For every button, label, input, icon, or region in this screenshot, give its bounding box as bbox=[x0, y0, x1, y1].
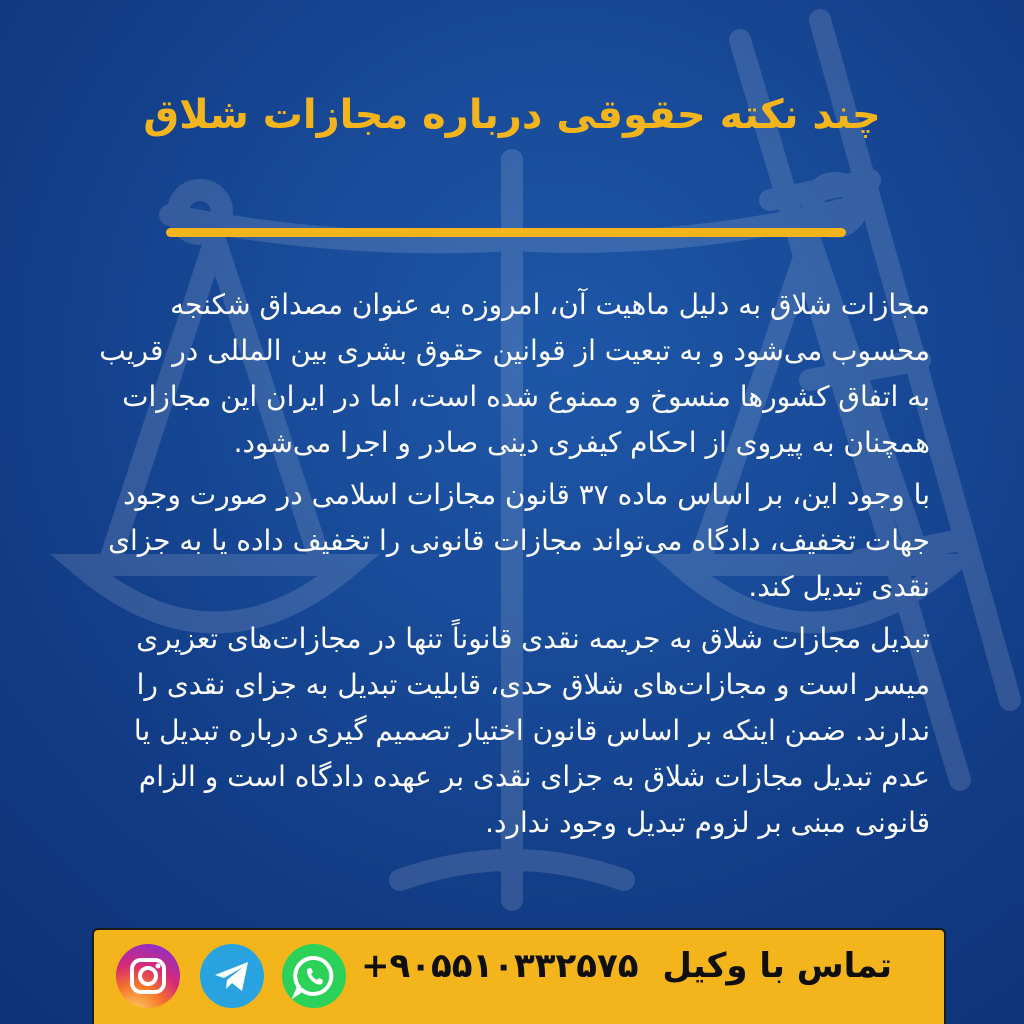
contact-bar bbox=[92, 928, 946, 1024]
page-title: چند نکته حقوقی درباره مجازات شلاق bbox=[143, 92, 881, 138]
paragraph: تبدیل مجازات شلاق به جریمه نقدی قانوناً تنها در مجازات‌های تعزیری میسر است و مجازات‌های شلاق حدی، قابلیت تبدیل به جزای نقدی را ندارند. ضمن اینکه بر اساس قانون اختیار تصمیم گیری درباره تبدیل یا عدم تبدیل مجازات شلاق به جزای نقدی بر عهده دادگاه است و الزام قانونی مبنی بر لزوم تبدیل وجود ندارد. bbox=[133, 622, 930, 839]
instagram-icon[interactable] bbox=[116, 944, 180, 1008]
whatsapp-icon[interactable] bbox=[282, 944, 346, 1008]
title-divider bbox=[166, 228, 846, 237]
telegram-icon[interactable] bbox=[200, 944, 264, 1008]
contact-label: تماس با وکیل bbox=[662, 946, 892, 986]
paragraph: با وجود این، بر اساس ماده ۳۷ قانون مجازات اسلامی در صورت وجود جهات تخفیف، دادگاه می‌تواند مجازات قانونی را تخفیف داده یا به جزای نقدی تبدیل کند. bbox=[108, 478, 930, 603]
phone-number[interactable]: +۹۰۵۵۱۰۳۳۲۵۷۵ bbox=[361, 946, 639, 986]
contact-info bbox=[361, 946, 892, 986]
paragraph: مجازات شلاق به دلیل ماهیت آن، امروزه به عنوان مصداق شکنجه محسوب می‌شود و به تبعیت از قوانین حقوق بشری بین المللی در قریب به اتفاق کشورها منسوخ و ممنوع شده است، اما در ایران این مجازات همچنان به پیروی از احکام کیفری دینی صادر و اجرا می‌شود. bbox=[99, 288, 930, 459]
article-body bbox=[80, 282, 930, 852]
